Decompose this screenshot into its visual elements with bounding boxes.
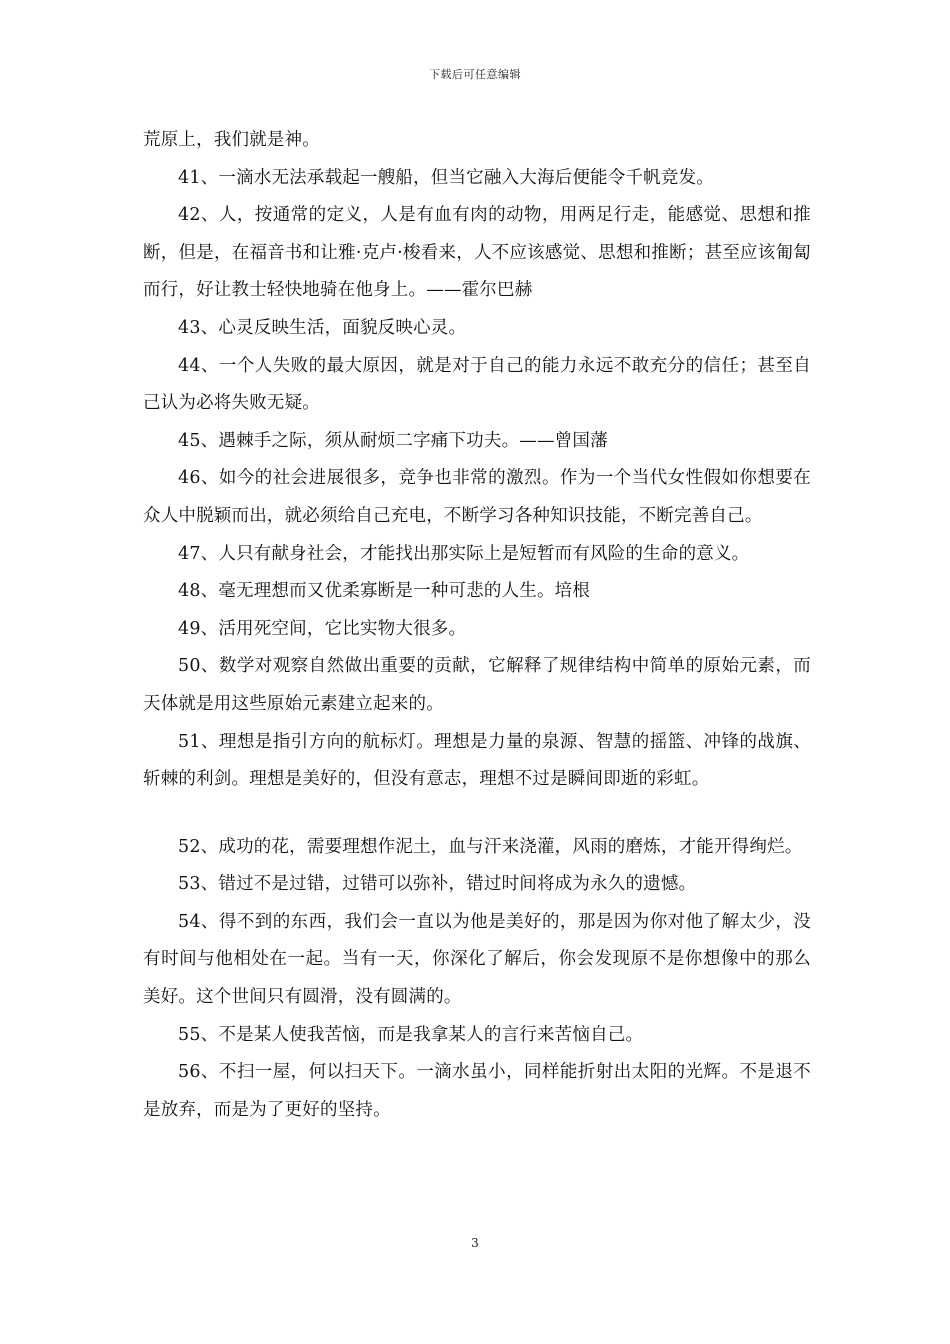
page-header: 下载后可任意编辑 (429, 68, 521, 81)
document-body (143, 122, 811, 1129)
paragraph-51: 51、理想是指引方向的航标灯。理想是力量的泉源、智慧的摇篮、冲锋的战旗、斩棘的利剑。理想是美好的，但没有意志，理想不过是瞬间即逝的彩虹。 (143, 731, 811, 790)
paragraph-56: 56、不扫一屋，何以扫天下。一滴水虽小，同样能折射出太阳的光辉。不是退不是放弃，而是为了更好的坚持。 (143, 1062, 811, 1120)
paragraph-42: 42、人，按通常的定义，人是有血有肉的动物，用两足行走，能感觉、思想和推断，但是，在福音书和让雅·克卢·梭看来，人不应该感觉、思想和推断；甚至应该匍匐而行，好让教士轻快地骑在他身上。——霍尔巴赫 (143, 205, 811, 301)
paragraph-52: 52、成功的花，需要理想作泥土，血与汗来浇灌，风雨的磨炼，才能开得绚烂。 (178, 836, 803, 857)
paragraph-47: 47、人只有献身社会，才能找出那实际上是短暂而有风险的生命的意义。 (178, 543, 750, 564)
page-number: 3 (471, 1236, 479, 1250)
paragraph-continuation: 荒原上，我们就是神。 (143, 130, 320, 150)
paragraph-43: 43、心灵反映生活，面貌反映心灵。 (178, 317, 467, 338)
paragraph-45: 45、遇棘手之际，须从耐烦二字痛下功夫。——曾国藩 (178, 430, 608, 451)
paragraph-55: 55、不是某人使我苦恼，而是我拿某人的言行来苦恼自己。 (178, 1024, 644, 1045)
paragraph-49: 49、活用死空间，它比实物大很多。 (178, 618, 467, 639)
paragraph-53: 53、错过不是过错，过错可以弥补，错过时间将成为永久的遗憾。 (178, 874, 697, 895)
paragraph-48: 48、毫无理想而又优柔寡断是一种可悲的人生。培根 (178, 581, 591, 602)
paragraph-41: 41、一滴水无法承载起一艘船，但当它融入大海后便能令千帆竞发。 (178, 167, 714, 188)
paragraph-54: 54、得不到的东西，我们会一直以为他是美好的，那是因为你对他了解太少，没有时间与他相处在一起。当有一天，你深化了解后，你会发现原不是你想像中的那么美好。这个世间只有圆滑，没有圆满的。 (143, 911, 811, 1008)
paragraph-46: 46、如今的社会进展很多，竞争也非常的激烈。作为一个当代女性假如你想要在众人中脱颖而出，就必须给自己充电，不断学习各种知识技能，不断完善自己。 (143, 468, 811, 526)
paragraph-50: 50、数学对观察自然做出重要的贡献，它解释了规律结构中简单的原始元素，而天体就是用这些原始元素建立起来的。 (143, 656, 811, 714)
paragraph-44: 44、一个人失败的最大原因，就是对于自己的能力永远不敢充分的信任；甚至自己认为必将失败无疑。 (143, 355, 811, 414)
